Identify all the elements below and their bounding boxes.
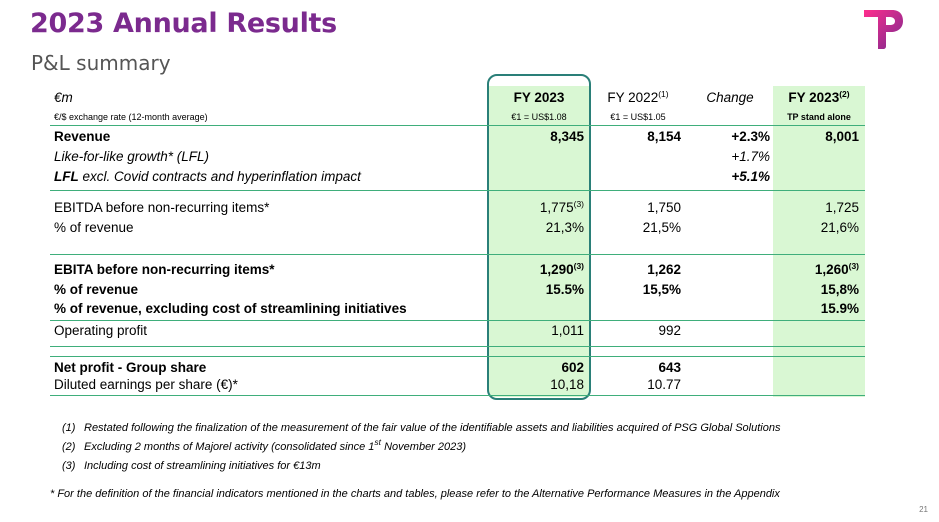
footnote-2: (2) Excluding 2 months of Majorel activity (consolidated since 1st November 2023) bbox=[62, 437, 467, 453]
header-rule bbox=[50, 125, 865, 126]
row-label-ebitda-pct: % of revenue bbox=[54, 220, 134, 235]
row-label-eps: Diluted earnings per share (€)* bbox=[54, 377, 238, 392]
fy2023-fx: €1 = US$1.08 bbox=[511, 112, 567, 122]
page-title: 2023 Annual Results bbox=[30, 8, 337, 39]
net-profit-fy2023: 602 bbox=[561, 360, 584, 375]
row-label-lfl-excl: LFL excl. Covid contracts and hyperinflation impact bbox=[54, 169, 361, 184]
standalone-subheader: TP stand alone bbox=[787, 112, 851, 122]
row-label-revenue: Revenue bbox=[54, 129, 111, 144]
row-label-ebita-pct-excl: % of revenue, excluding cost of streamlining initiatives bbox=[54, 301, 407, 316]
eps-fy2022: 10.77 bbox=[647, 377, 681, 392]
revenue-standalone: 8,001 bbox=[825, 129, 859, 144]
section-rule bbox=[50, 356, 865, 357]
eps-fy2023: 10,18 bbox=[550, 377, 584, 392]
row-label-operating-profit: Operating profit bbox=[54, 323, 148, 338]
footnote-3: (3) Including cost of streamlining initiatives for €13m bbox=[62, 460, 321, 472]
definition-note: * For the definition of the financial indicators mentioned in the charts and tables, please refer to the Alternative Performance Measures in the Appendix bbox=[50, 488, 780, 500]
net-profit-fy2022: 643 bbox=[658, 360, 681, 375]
fy2022-header: FY 2022$^{(1)}$ bbox=[607, 89, 669, 105]
ebitda-fy2022: 1,750 bbox=[647, 200, 681, 215]
unit-label: €m bbox=[54, 90, 73, 105]
section-rule bbox=[50, 190, 865, 191]
operating-fy2022: 992 bbox=[658, 323, 681, 338]
ebita-standalone: 1,260$^{(3)}$ bbox=[814, 261, 859, 277]
ebitda-pct-standalone: 21,6% bbox=[820, 220, 859, 235]
ebitda-pct-fy2022: 21,5% bbox=[642, 220, 681, 235]
ebita-pct-standalone: 15,8% bbox=[820, 282, 859, 297]
operating-fy2023: 1,011 bbox=[551, 323, 584, 338]
ebita-fy2023: 1,290$^{(3)}$ bbox=[539, 261, 584, 277]
section-rule bbox=[50, 346, 865, 347]
row-label-ebita: EBITA before non-recurring items* bbox=[54, 262, 275, 277]
footnote-1: (1) Restated following the finalization of the measurement of the fair value of the identifiable assets and liabilities acquired of PSG Global Solutions bbox=[62, 422, 781, 434]
ebitda-standalone: 1,725 bbox=[825, 200, 859, 215]
row-label-ebita-pct: % of revenue bbox=[54, 282, 139, 297]
revenue-fy2022: 8,154 bbox=[647, 129, 681, 144]
ebita-pct-fy2023: 15.5% bbox=[545, 282, 584, 297]
row-label-lfl: Like-for-like growth* (LFL) bbox=[54, 149, 210, 164]
page-subtitle: P&L summary bbox=[31, 51, 171, 75]
revenue-fy2023: 8,345 bbox=[550, 129, 584, 144]
ebita-fy2022: 1,262 bbox=[647, 262, 681, 277]
ebitda-fy2023: 1,775$^{(3)}$ bbox=[539, 199, 584, 215]
fx-rate-label: €/$ exchange rate (12-month average) bbox=[54, 112, 208, 122]
standalone-header: FY 2023$^{(2)}$ bbox=[788, 89, 850, 105]
revenue-change: +2.3% bbox=[731, 129, 770, 144]
row-label-net-profit: Net profit - Group share bbox=[54, 360, 207, 375]
lfl-change: +1.7% bbox=[731, 149, 770, 164]
ebita-pct-excl-standalone: 15.9% bbox=[820, 301, 859, 316]
section-rule bbox=[50, 320, 865, 321]
ebitda-pct-fy2023: 21,3% bbox=[545, 220, 584, 235]
fy2023-header: FY 2023 bbox=[513, 90, 565, 105]
table-bottom-rule bbox=[50, 395, 865, 396]
page-number: 21 bbox=[919, 505, 928, 514]
teleperformance-logo-icon bbox=[862, 6, 904, 50]
lfl-excl-change: +5.1% bbox=[731, 169, 770, 184]
ebita-pct-fy2022: 15,5% bbox=[642, 282, 681, 297]
change-header: Change bbox=[706, 90, 754, 105]
row-label-ebitda: EBITDA before non-recurring items* bbox=[54, 200, 270, 215]
section-rule bbox=[50, 254, 865, 255]
fy2022-fx: €1 = US$1.05 bbox=[610, 112, 666, 122]
